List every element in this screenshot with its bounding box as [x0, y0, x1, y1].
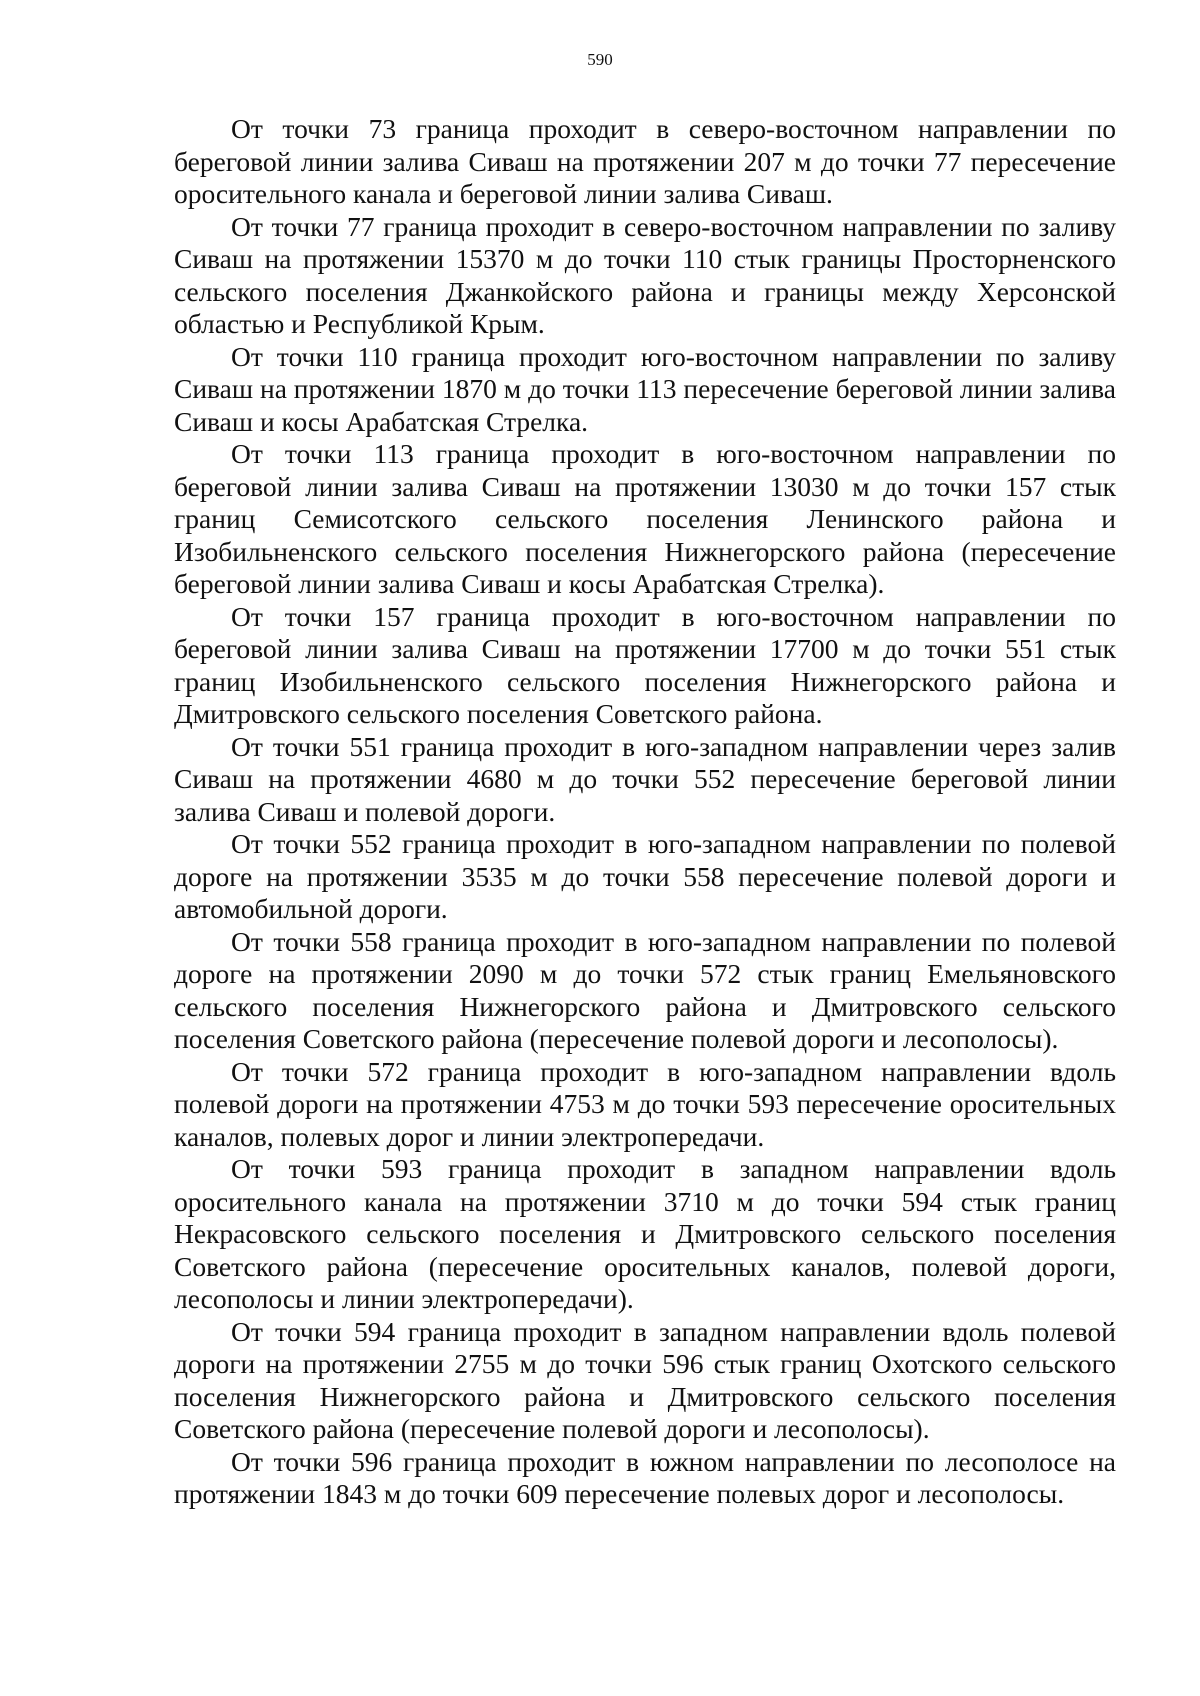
paragraph: От точки 594 граница проходит в западном направлении вдоль полевой дороги на протяжении 2755 м до точки 596 стык границ Охотского сельского поселения Нижнегорского района и Дмитровского сельского поселения Советского района (пересечение полевой дороги и лесополосы).: [174, 1315, 1116, 1444]
paragraph: От точки 552 граница проходит в юго-западном направлении по полевой дороге на протяжении 3535 м до точки 558 пересечение полевой дороги и автомобильной дороги.: [174, 828, 1116, 924]
paragraph: От точки 73 граница проходит в северо-восточном направлении по береговой линии залива Сиваш на протяжении 207 м до точки 77 пересечение оросительного канала и береговой линии залива Сиваш.: [174, 113, 1116, 209]
paragraph: От точки 593 граница проходит в западном направлении вдоль оросительного канала на протяжении 3710 м до точки 594 стык границ Некрасовского сельского поселения и Дмитровского сельского поселения Советского района (пересечение оросительных каналов, полевой дороги, лесополосы и линии электропередачи).: [174, 1153, 1116, 1314]
paragraph: От точки 596 граница проходит в южном направлении по лесополосе на протяжении 1843 м до точки 609 пересечение полевых дорог и лесополосы.: [174, 1445, 1116, 1509]
paragraph: От точки 110 граница проходит юго-восточном направлении по заливу Сиваш на протяжении 1870 м до точки 113 пересечение береговой линии залива Сиваш и косы Арабатская Стрелка.: [174, 340, 1116, 437]
paragraph: От точки 551 граница проходит в юго-западном направлении через залив Сиваш на протяжении 4680 м до точки 552 пересечение береговой линии залива Сиваш и полевой дороги.: [174, 730, 1116, 827]
page-number: 590: [587, 50, 613, 69]
paragraph: От точки 572 граница проходит в юго-западном направлении вдоль полевой дороги на протяжении 4753 м до точки 593 пересечение оросительных каналов, полевых дорог и линии электропередачи.: [174, 1055, 1116, 1152]
paragraph: От точки 113 граница проходит в юго-восточном направлении по береговой линии залива Сиваш на протяжении 13030 м до точки 157 стык границ Семисотского сельского поселения Ленинского района и Изобильненского сельского поселения Нижнегорского района (пересечение береговой линии залива Сиваш и косы Арабатская Стрелка).: [174, 438, 1116, 599]
paragraph: От точки 558 граница проходит в юго-западном направлении по полевой дороге на протяжении 2090 м до точки 572 стык границ Емельяновского сельского поселения Нижнегорского района и Дмитровского сельского поселения Советского района (пересечение полевой дороги и лесополосы).: [174, 925, 1116, 1054]
paragraph: От точки 77 граница проходит в северо-восточном направлении по заливу Сиваш на протяжении 15370 м до точки 110 стык границы Просторненского сельского поселения Джанкойского района и границы между Херсонской областью и Республикой Крым.: [174, 210, 1116, 339]
document-body: [174, 113, 1116, 1511]
paragraph: От точки 157 граница проходит в юго-восточном направлении по береговой линии залива Сиваш на протяжении 17700 м до точки 551 стык границ Изобильненского сельского поселения Нижнегорского района и Дмитровского сельского поселения Советского района.: [174, 600, 1116, 729]
